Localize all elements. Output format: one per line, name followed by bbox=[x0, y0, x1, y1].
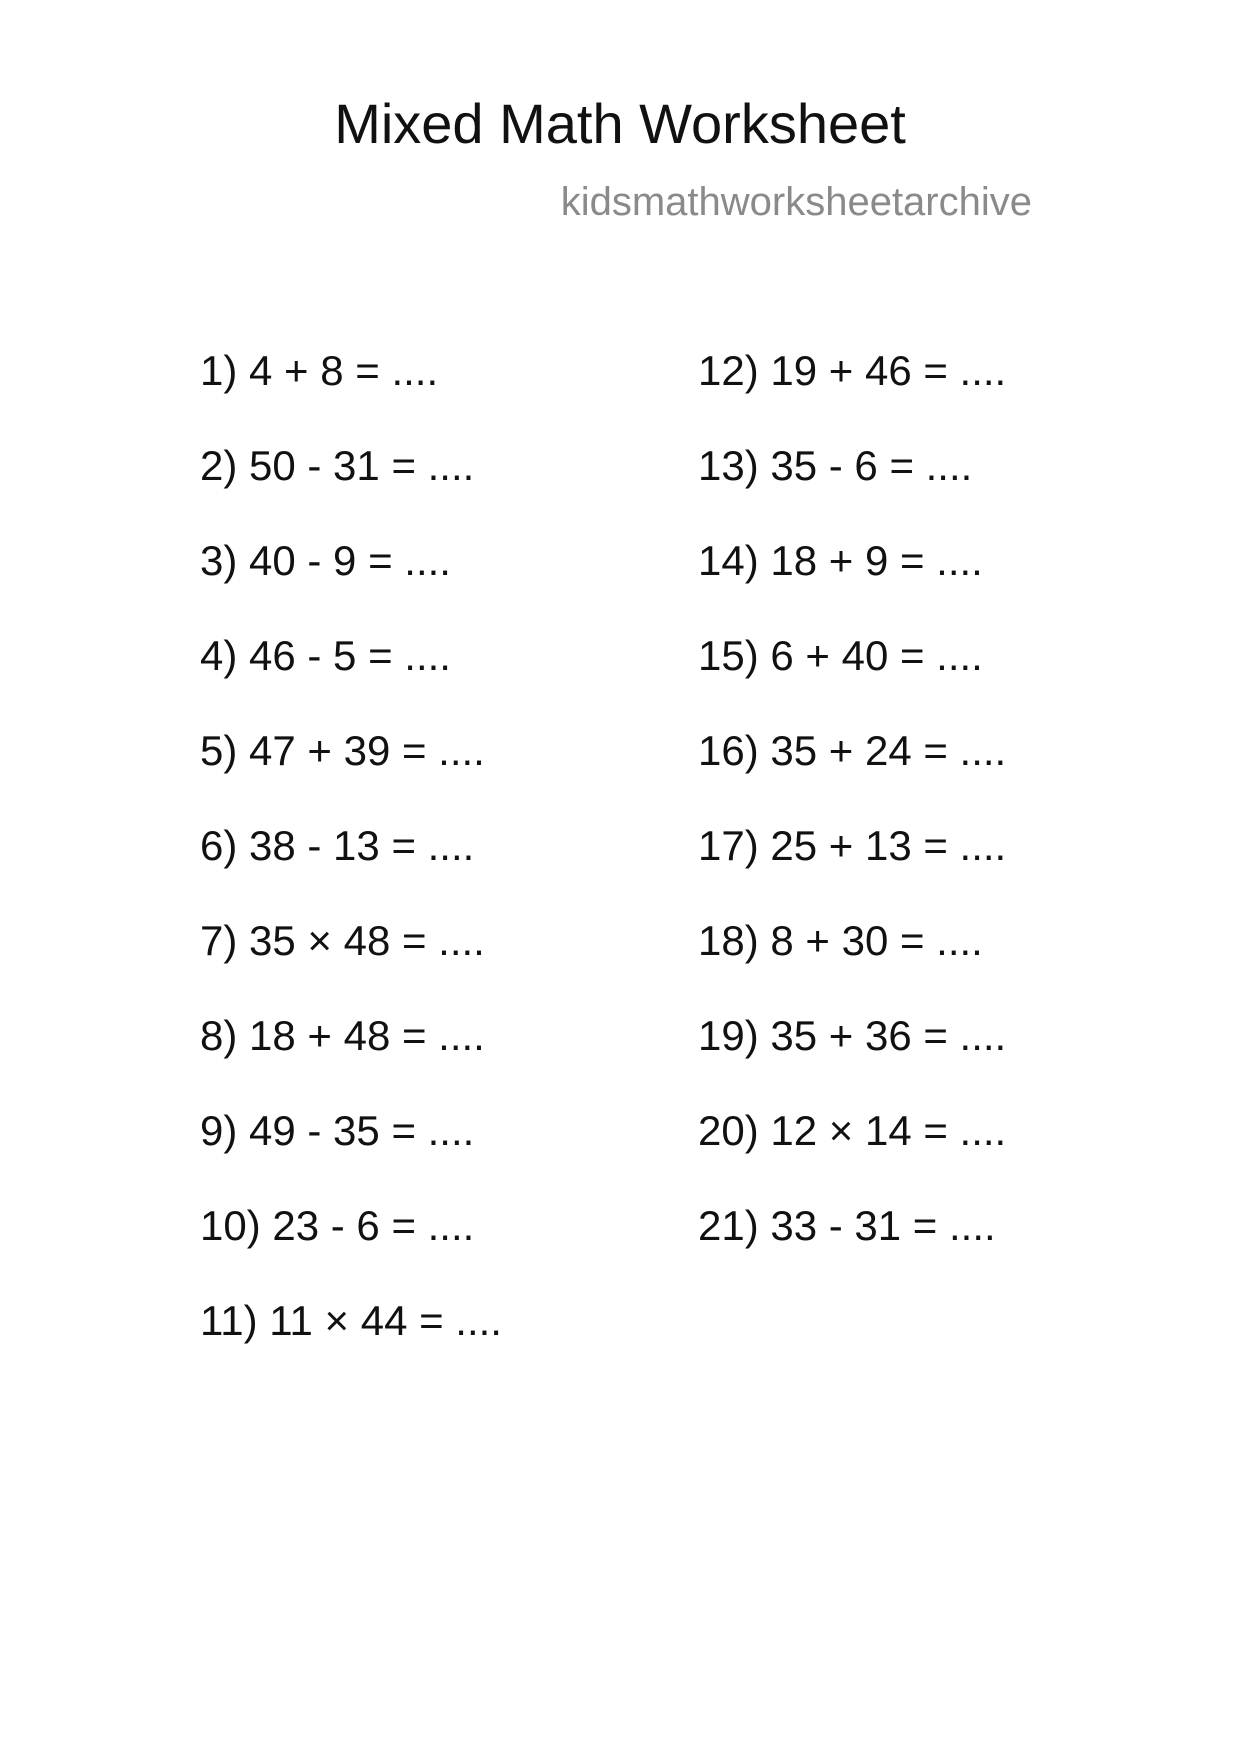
problem-2: 2) 50 - 31 = .... bbox=[200, 442, 475, 489]
problem-18: 18) 8 + 30 = .... bbox=[698, 917, 983, 964]
problem-11: 11) 11 × 44 = .... bbox=[200, 1297, 502, 1344]
problem-19: 19) 35 + 36 = .... bbox=[698, 1012, 1007, 1059]
problem-9: 9) 49 - 35 = .... bbox=[200, 1107, 475, 1154]
problem-4: 4) 46 - 5 = .... bbox=[200, 632, 451, 679]
page-title: Mixed Math Worksheet bbox=[334, 92, 906, 155]
problem-7: 7) 35 × 48 = .... bbox=[200, 917, 485, 964]
problem-14: 14) 18 + 9 = .... bbox=[698, 537, 983, 584]
left-problem-column bbox=[200, 347, 502, 1395]
source-watermark: kidsmathworksheetarchive bbox=[560, 180, 1032, 224]
problem-15: 15) 6 + 40 = .... bbox=[698, 632, 983, 679]
problem-1: 1) 4 + 8 = .... bbox=[200, 347, 439, 394]
right-problem-column bbox=[698, 347, 1007, 1300]
problem-20: 20) 12 × 14 = .... bbox=[698, 1107, 1007, 1154]
problem-12: 12) 19 + 46 = .... bbox=[698, 347, 1007, 394]
problem-21: 21) 33 - 31 = .... bbox=[698, 1202, 996, 1249]
problem-13: 13) 35 - 6 = .... bbox=[698, 442, 973, 489]
problem-8: 8) 18 + 48 = .... bbox=[200, 1012, 485, 1059]
problem-3: 3) 40 - 9 = .... bbox=[200, 537, 451, 584]
problem-5: 5) 47 + 39 = .... bbox=[200, 727, 485, 774]
problem-16: 16) 35 + 24 = .... bbox=[698, 727, 1007, 774]
problem-6: 6) 38 - 13 = .... bbox=[200, 822, 475, 869]
problem-10: 10) 23 - 6 = .... bbox=[200, 1202, 475, 1249]
problem-17: 17) 25 + 13 = .... bbox=[698, 822, 1007, 869]
